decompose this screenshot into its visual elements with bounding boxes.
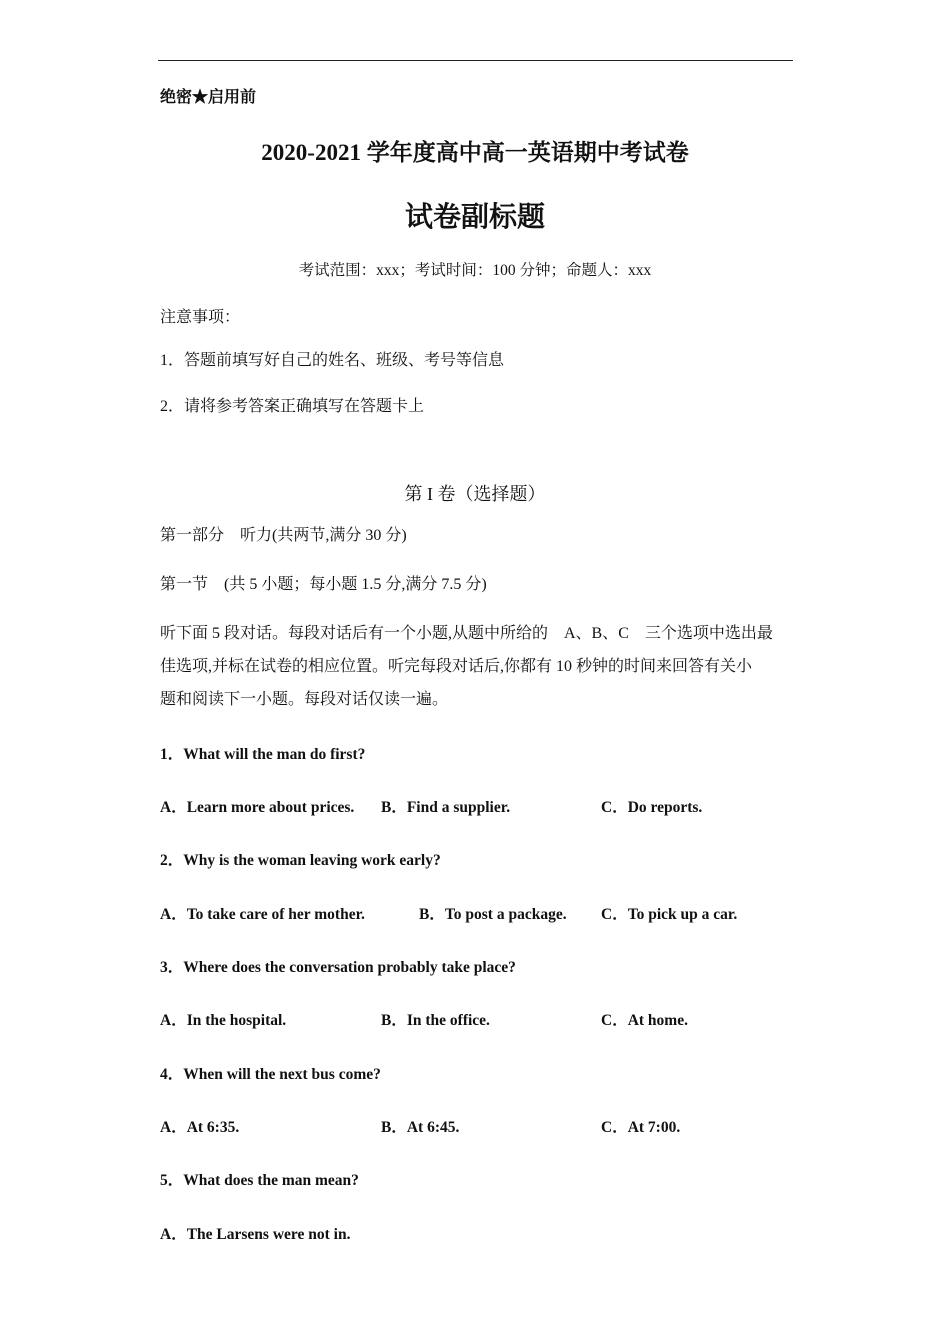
instruction-line: 题和阅读下一小题。每段对话仅读一遍。 <box>160 691 449 708</box>
option-c: C．Do reports. <box>601 799 703 816</box>
header-rule <box>158 60 793 61</box>
question-stem: 3．Where does the conversation probably take place? <box>160 959 516 976</box>
secret-mark: 绝密★启用前 <box>160 89 257 106</box>
option-b: B．In the office. <box>381 1012 490 1029</box>
option-a: A．Learn more about prices. <box>160 799 355 816</box>
notes-heading: 注意事项： <box>160 309 241 326</box>
volume-title: 第 I 卷（选择题） <box>404 484 546 504</box>
note-item: 1．答题前填写好自己的姓名、班级、考号等信息 <box>160 352 505 369</box>
exam-subtitle: 试卷副标题 <box>404 202 545 233</box>
option-b: B．Find a supplier. <box>381 799 511 816</box>
option-a: A．In the hospital. <box>160 1012 287 1029</box>
option-a: A．The Larsens were not in. <box>160 1226 351 1243</box>
option-c: C．At 7:00. <box>601 1119 681 1136</box>
option-c: C．To pick up a car. <box>601 906 738 923</box>
question-stem: 5．What does the man mean? <box>160 1172 359 1189</box>
section-title: 第一节 (共 5 小题；每小题 1.5 分,满分 7.5 分) <box>160 576 487 593</box>
note-item: 2．请将参考答案正确填写在答题卡上 <box>160 398 425 415</box>
option-b: B．At 6:45. <box>381 1119 460 1136</box>
part-title: 第一部分 听力(共两节,满分 30 分) <box>160 527 407 544</box>
question-stem: 4．When will the next bus come? <box>160 1066 381 1083</box>
exam-info: 考试范围：xxx；考试时间：100 分钟；命题人：xxx <box>298 262 652 279</box>
exam-title: 2020-2021 学年度高中高一英语期中考试卷 <box>261 140 689 165</box>
question-stem: 2．Why is the woman leaving work early? <box>160 852 441 869</box>
option-a: A．To take care of her mother. <box>160 906 365 923</box>
question-stem: 1．What will the man do first? <box>160 746 366 763</box>
option-c: C．At home. <box>601 1012 688 1029</box>
instruction-line: 佳选项,并标在试卷的相应位置。听完每段对话后,你都有 10 秒钟的时间来回答有关小 <box>160 658 753 675</box>
instruction-line: 听下面 5 段对话。每段对话后有一个小题,从题中所给的 A、B、C 三个选项中选出最 <box>160 625 773 642</box>
option-a: A．At 6:35. <box>160 1119 240 1136</box>
option-b: B．To post a package. <box>419 906 567 923</box>
